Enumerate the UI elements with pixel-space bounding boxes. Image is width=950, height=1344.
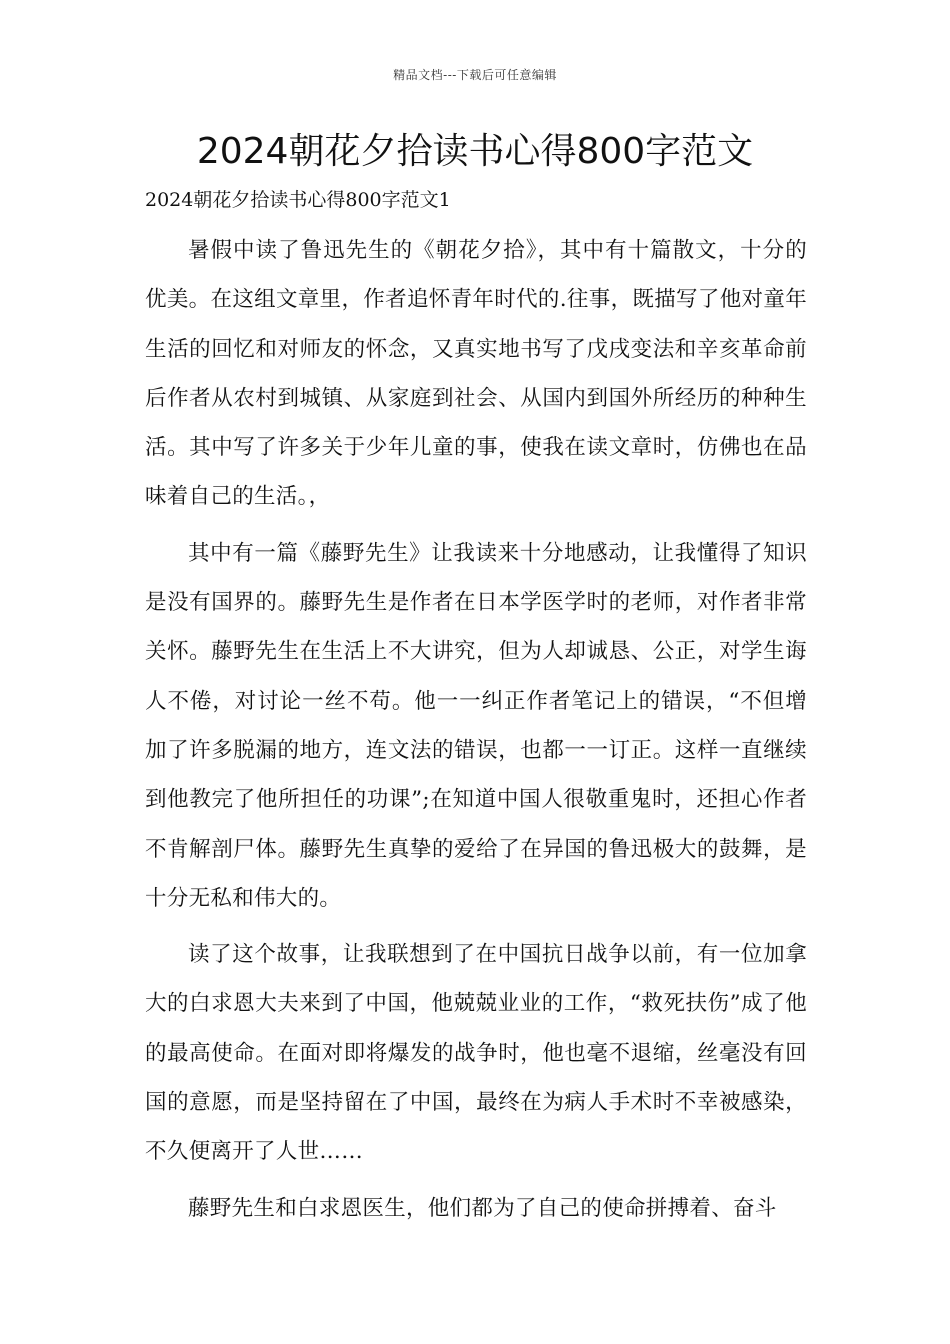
paragraph-4: 藤野先生和白求恩医生，他们都为了自己的使命拼搏着、奋斗 xyxy=(188,1195,777,1221)
paragraph-1: 暑假中读了鲁迅先生的《朝花夕拾》，其中有十篇散文，十分的优美。在这组文章里，作者追怀青年时代的.往事，既描写了他对童年生活的回忆和对师友的怀念，又真实地书写了戊戌变法和辛亥革命前后作者从农村到城镇、从家庭到社会、从国内到国外所经历的种种生活。其中写了许多关于少年儿童的事，使我在读文章时，仿佛也在品味着自己的生活。， xyxy=(145,238,807,510)
paragraph-3: 读了这个故事，让我联想到了在中国抗日战争以前，有一位加拿大的白求恩大夫来到了中国，他兢兢业业的工作，“救死扶伤”成了他的最高使命。在面对即将爆发的战争时，他也毫不退缩，丝毫没有回国的意愿，而是坚持留在了中国，最终在为病人手术时不幸被感染，不久便离开了人世…… xyxy=(145,942,807,1165)
document-title: 2024朝花夕拾读书心得800字范文 xyxy=(196,131,754,172)
document-subtitle: 2024朝花夕拾读书心得800字范文1 xyxy=(145,189,451,211)
paragraph-2: 其中有一篇《藤野先生》让我读来十分地感动，让我懂得了知识是没有国界的。藤野先生是作者在日本学医学时的老师，对作者非常关怀。藤野先生在生活上不大讲究，但为人却诚恳、公正，对学生诲人不倦，对讨论一丝不苟。他一一纠正作者笔记上的错误，“不但增加了许多脱漏的地方，连文法的错误，也都一一订正。这样一直继续到他教完了他所担任的功课”;在知道中国人很敬重鬼时，还担心作者不肯解剖尸体。藤野先生真挚的爱给了在异国的鲁迅极大的鼓舞，是十分无私和伟大的。 xyxy=(145,540,807,911)
document-body xyxy=(145,226,807,1240)
header-note: 精品文档---下载后可任意编辑 xyxy=(393,68,557,82)
